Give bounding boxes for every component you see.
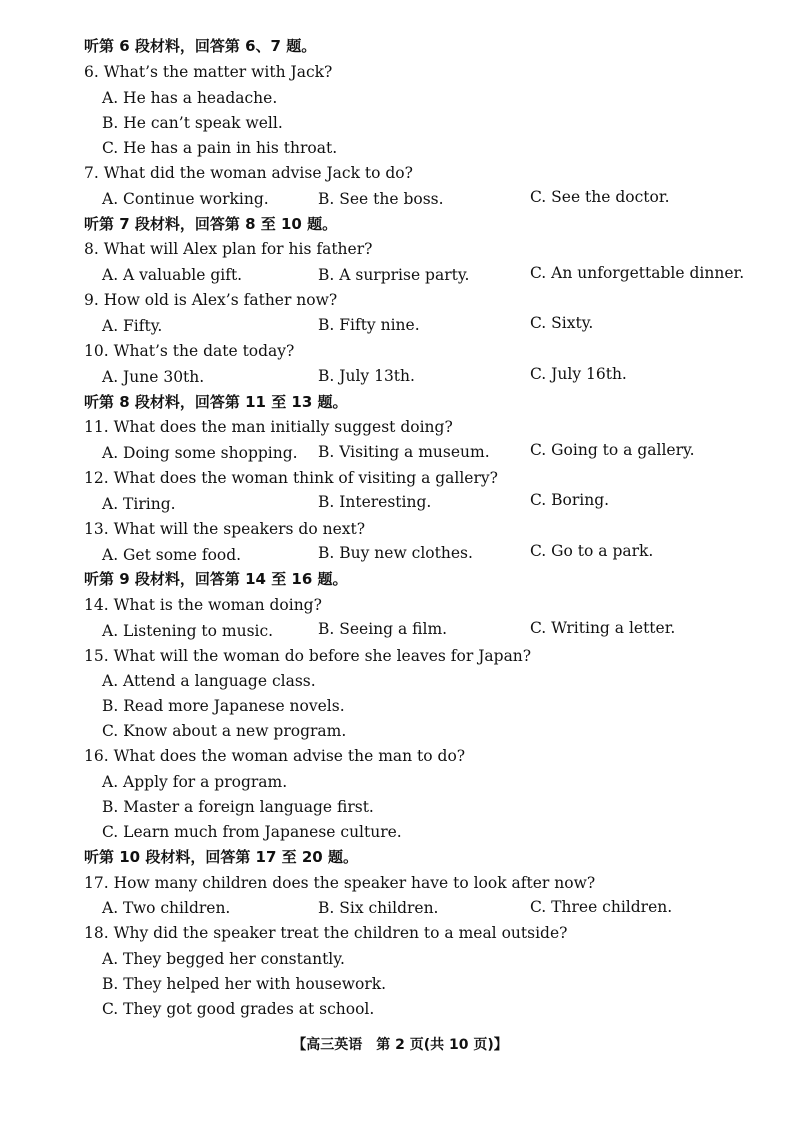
question-15-option-b: B. Read more Japanese novels. [102,697,345,715]
question-10-option-a: A. June 30th. [102,368,205,386]
question-6-option-a: A. He has a headache. [102,89,278,107]
question-10-option-c: C. July 16th. [530,365,627,383]
question-8-option-b: B. A surprise party. [318,266,470,284]
question-8-stem: 8. What will Alex plan for his father? [84,240,373,258]
question-13-option-b: B. Buy new clothes. [318,544,473,562]
section-header-8: 听第 8 段材料，回答第 11 至 13 题。 [84,393,348,411]
question-7-stem: 7. What did the woman advise Jack to do? [84,164,413,182]
question-17-option-c: C. Three children. [530,898,673,916]
question-18-stem: 18. Why did the speaker treat the children to a meal outside? [84,924,568,942]
question-17-option-a: A. Two children. [102,899,231,917]
question-17-option-b: B. Six children. [318,899,439,917]
question-9-option-b: B. Fifty nine. [318,316,420,334]
section-header-6: 听第 6 段材料，回答第 6、7 题。 [84,37,317,55]
question-18-option-c: C. They got good grades at school. [102,1000,375,1018]
question-7-option-c: C. See the doctor. [530,188,670,206]
question-12-option-c: C. Boring. [530,491,610,509]
question-13-option-c: C. Go to a park. [530,542,654,560]
question-18-option-b: B. They helped her with housework. [102,975,387,993]
question-17-stem: 17. How many children does the speaker have to look after now? [84,874,596,892]
question-8-option-c: C. An unforgettable dinner. [530,264,745,282]
question-15-option-a: A. Attend a language class. [102,672,316,690]
question-14-stem: 14. What is the woman doing? [84,596,322,614]
question-15-stem: 15. What will the woman do before she leaves for Japan? [84,647,532,665]
question-13-option-a: A. Get some food. [102,546,242,564]
question-11-option-b: B. Visiting a museum. [318,443,490,461]
question-14-option-b: B. Seeing a film. [318,620,448,638]
question-11-stem: 11. What does the man initially suggest doing? [84,418,453,436]
section-header-10: 听第 10 段材料，回答第 17 至 20 题。 [84,848,358,866]
question-12-option-a: A. Tiring. [102,495,176,513]
question-6-option-c: C. He has a pain in his throat. [102,139,338,157]
section-header-9: 听第 9 段材料，回答第 14 至 16 题。 [84,570,348,588]
question-10-option-b: B. July 13th. [318,367,415,385]
question-6-stem: 6. What’s the matter with Jack? [84,63,333,81]
question-18-option-a: A. They begged her constantly. [102,950,345,968]
question-16-option-a: A. Apply for a program. [102,773,288,791]
question-7-option-b: B. See the boss. [318,190,444,208]
question-14-option-c: C. Writing a letter. [530,619,676,637]
question-6-option-b: B. He can’t speak well. [102,114,283,132]
question-13-stem: 13. What will the speakers do next? [84,520,366,538]
page-footer: 【高三英语 第 2 页(共 10 页)】 [292,1037,508,1053]
question-14-option-a: A. Listening to music. [102,622,274,640]
question-11-option-c: C. Going to a gallery. [530,441,695,459]
question-16-option-b: B. Master a foreign language first. [102,798,374,816]
question-16-option-c: C. Learn much from Japanese culture. [102,823,402,841]
question-12-stem: 12. What does the woman think of visiting a gallery? [84,469,498,487]
question-9-option-c: C. Sixty. [530,314,594,332]
question-7-option-a: A. Continue working. [102,190,269,208]
question-11-option-a: A. Doing some shopping. [102,444,298,462]
question-12-option-b: B. Interesting. [318,493,432,511]
question-10-stem: 10. What’s the date today? [84,342,295,360]
question-9-stem: 9. How old is Alex’s father now? [84,291,338,309]
question-16-stem: 16. What does the woman advise the man to do? [84,747,466,765]
question-9-option-a: A. Fifty. [102,317,163,335]
question-8-option-a: A. A valuable gift. [102,266,243,284]
section-header-7: 听第 7 段材料，回答第 8 至 10 题。 [84,215,338,233]
question-15-option-c: C. Know about a new program. [102,722,347,740]
